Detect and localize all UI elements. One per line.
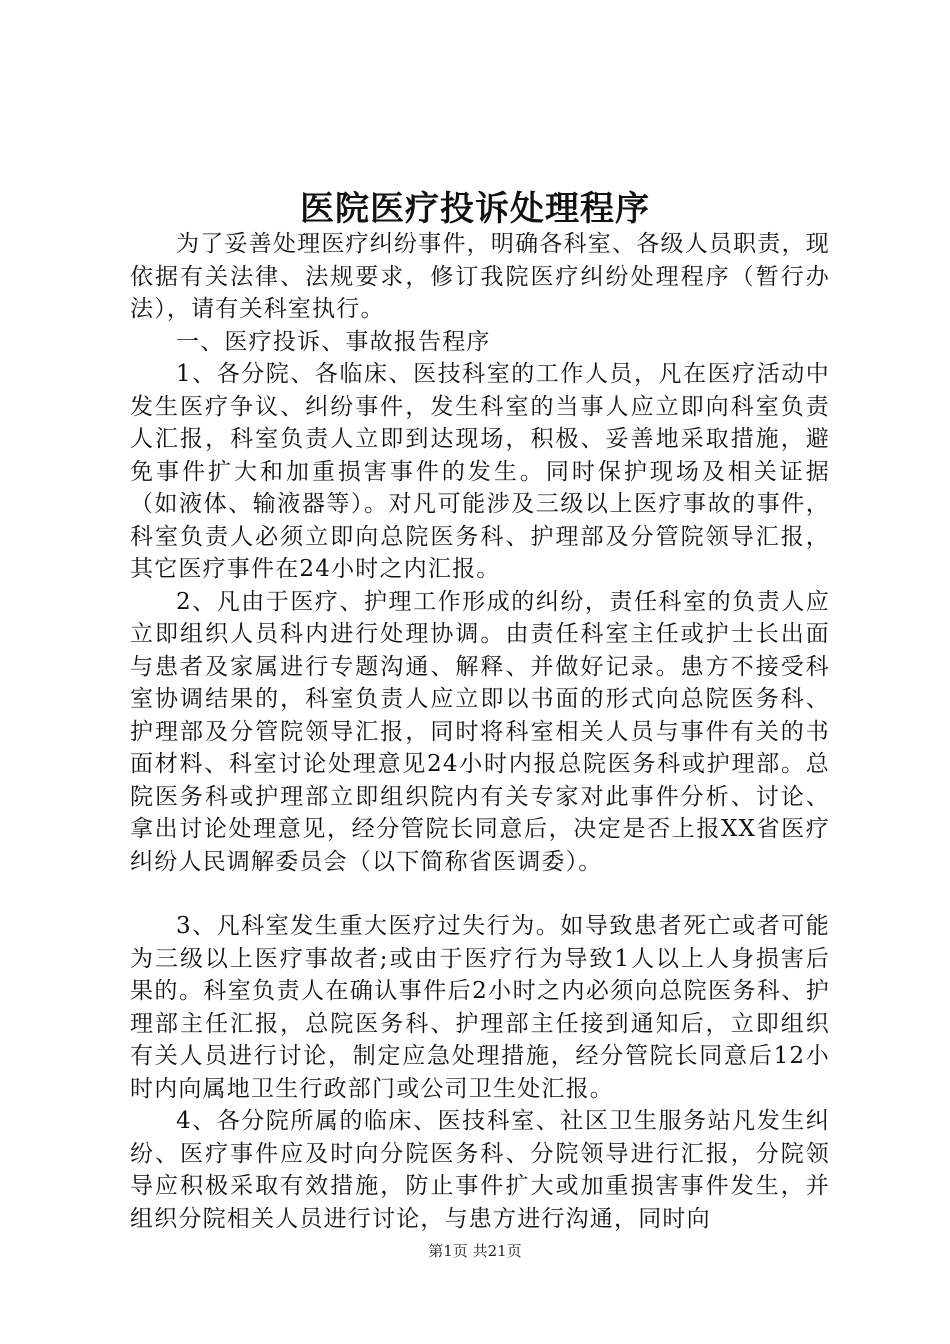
item-paragraph-4: 4、各分院所属的临床、医技科室、社区卫生服务站凡发生纠纷、医疗事件应及时向分院医务科、分院领导进行汇报，分院领导应积极采取有效措施，防止事件扩大或加重损害事件发生，并组织分院相关人员进行讨论，与患方进行沟通，同时向 (130, 1108, 830, 1232)
page-number-footer: 第1页 共21页 (428, 1242, 522, 1260)
document-body (130, 228, 830, 1235)
item-paragraph-3: 3、凡科室发生重大医疗过失行为。如导致患者死亡或者可能为三级以上医疗事故者;或由于医疗行为导致1人以上人身损害后果的。科室负责人在确认事件后2小时之内必须向总院医务科、护理部主任汇报，总院医务科、护理部主任接到通知后，立即组织有关人员进行讨论，制定应急处理措施，经分管院长同意后12小时内向属地卫生行政部门或公司卫生处汇报。 (130, 913, 830, 1102)
item-paragraph-2: 2、凡由于医疗、护理工作形成的纠纷，责任科室的负责人应立即组织人员科内进行处理协调。由责任科室主任或护士长出面与患者及家属进行专题沟通、解释、并做好记录。患方不接受科室协调结果的，科室负责人应立即以书面的形式向总院医务科、护理部及分管院领导汇报，同时将科室相关人员与事件有关的书面材料、科室讨论处理意见24小时内报总院医务科或护理部。总院医务科或护理部立即组织院内有关专家对此事件分析、讨论、拿出讨论处理意见，经分管院长同意后，决定是否上报XX省医疗纠纷人民调解委员会（以下简称省医调委）。 (130, 588, 830, 875)
intro-paragraph: 为了妥善处理医疗纠纷事件，明确各科室、各级人员职责，现依据有关法律、法规要求，修订我院医疗纠纷处理程序（暂行办法），请有关科室执行。 (130, 231, 830, 322)
document-title: 医院医疗投诉处理程序 (300, 189, 650, 229)
item-paragraph-1: 1、各分院、各临床、医技科室的工作人员，凡在医疗活动中发生医疗争议、纠纷事件，发生科室的当事人应立即向科室负责人汇报，科室负责人立即到达现场，积极、妥善地采取措施，避免事件扩大和加重损害事件的发生。同时保护现场及相关证据（如液体、输液器等）。对凡可能涉及三级以上医疗事故的事件，科室负责人必须立即向总院医务科、护理部及分管院领导汇报，其它医疗事件在24小时之内汇报。 (130, 361, 830, 582)
section-heading: 一、医疗投诉、事故报告程序 (176, 328, 491, 355)
